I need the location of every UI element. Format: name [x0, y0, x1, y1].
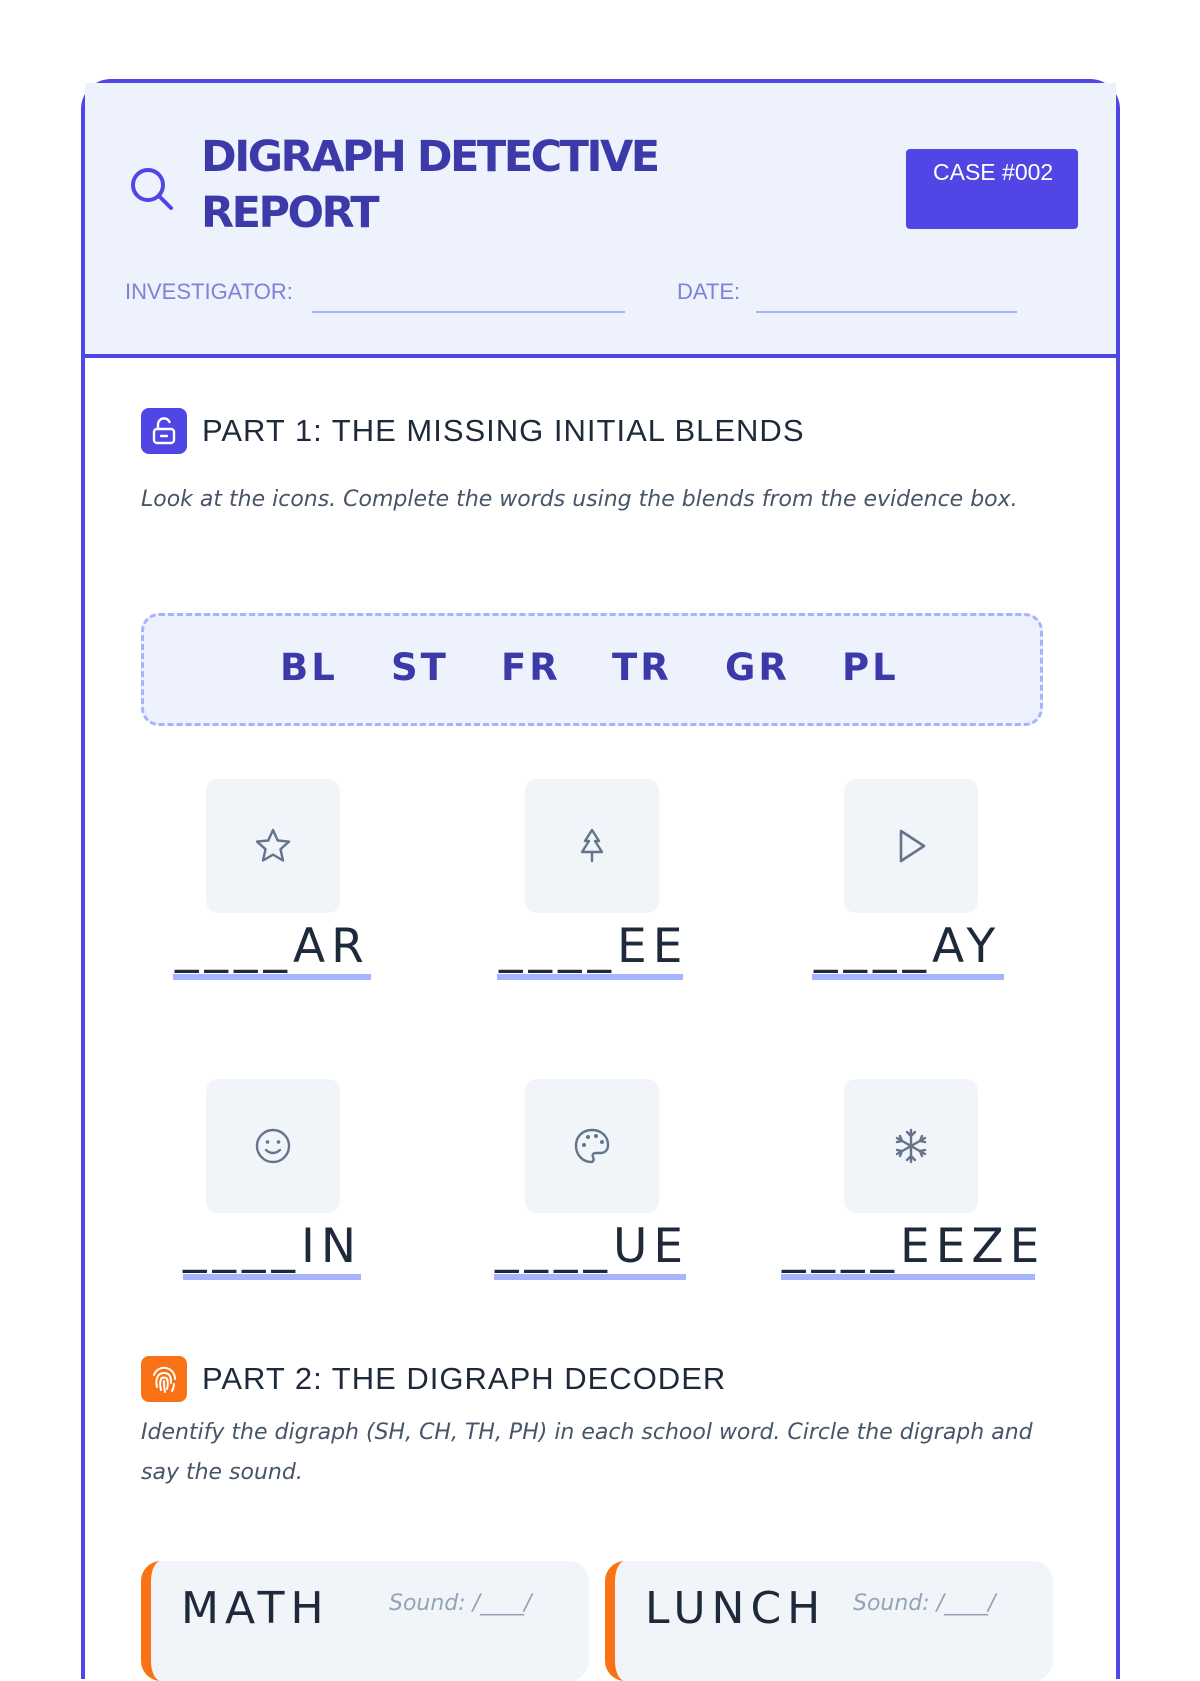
answer-line[interactable]: [183, 1274, 361, 1280]
play-icon: [891, 826, 931, 866]
part2-instructions: Identify the digraph (SH, CH, TH, PH) in each school word. Circle the digraph and say the sound.: [141, 1420, 1033, 1485]
part1-heading: [141, 408, 805, 454]
part1-instructions: Look at the icons. Complete the words using the blends from the evidence box.: [141, 487, 1018, 512]
blend-word: ____EE: [499, 919, 689, 974]
digraph-card: [141, 1561, 589, 1681]
page-title: DIGRAPH DETECTIVE REPORT: [201, 132, 658, 238]
investigator-label: INVESTIGATOR:: [125, 279, 293, 304]
blend-word: ____IN: [183, 1219, 363, 1274]
sound-hint: Sound: /____/: [853, 1591, 996, 1616]
answer-line[interactable]: [173, 974, 371, 980]
blend-word: ____AR: [175, 919, 370, 974]
blend-word: ____AY: [814, 919, 1002, 974]
clue-tile: [206, 1079, 340, 1213]
search-icon: [129, 166, 175, 212]
evidence-box: [141, 613, 1043, 726]
digraph-word[interactable]: LUNCH: [645, 1583, 827, 1634]
clue-tile: [525, 779, 659, 913]
blend-chip: ST: [391, 646, 449, 689]
blend-word: ____UE: [495, 1219, 690, 1274]
part1-title: PART 1: THE MISSING INITIAL BLENDS: [202, 413, 805, 448]
blend-chip: BL: [280, 646, 338, 689]
digraph-card: [605, 1561, 1053, 1681]
clue-tile: [206, 779, 340, 913]
blend-chip: TR: [612, 646, 672, 689]
tree-icon: [572, 826, 612, 866]
answer-line[interactable]: [781, 1274, 1035, 1280]
blend-chip: FR: [501, 646, 561, 689]
investigator-field[interactable]: [312, 311, 625, 313]
answer-line[interactable]: [497, 974, 683, 980]
snowflake-icon: [891, 1126, 931, 1166]
clue-tile: [525, 1079, 659, 1213]
answer-line[interactable]: [812, 974, 1004, 980]
answer-line[interactable]: [494, 1274, 686, 1280]
digraph-word[interactable]: MATH: [181, 1583, 330, 1634]
date-label: DATE:: [677, 279, 741, 304]
date-field[interactable]: [756, 311, 1017, 313]
sound-hint: Sound: /____/: [389, 1591, 532, 1616]
clue-tile: [844, 1079, 978, 1213]
palette-icon: [572, 1126, 612, 1166]
clue-tile: [844, 779, 978, 913]
fingerprint-icon: [141, 1356, 187, 1402]
detective-report: [81, 79, 1120, 1679]
part2-title: PART 2: THE DIGRAPH DECODER: [202, 1361, 727, 1396]
smile-icon: [253, 1126, 293, 1166]
blend-chip: PL: [842, 646, 899, 689]
blend-word: ____EEZE: [782, 1219, 1046, 1274]
unlock-icon: [141, 408, 187, 454]
part2-heading: [141, 1356, 726, 1402]
report-header: [85, 83, 1116, 358]
case-badge: CASE #002: [906, 149, 1078, 229]
blend-chip: GR: [725, 646, 790, 689]
star-icon: [253, 826, 293, 866]
